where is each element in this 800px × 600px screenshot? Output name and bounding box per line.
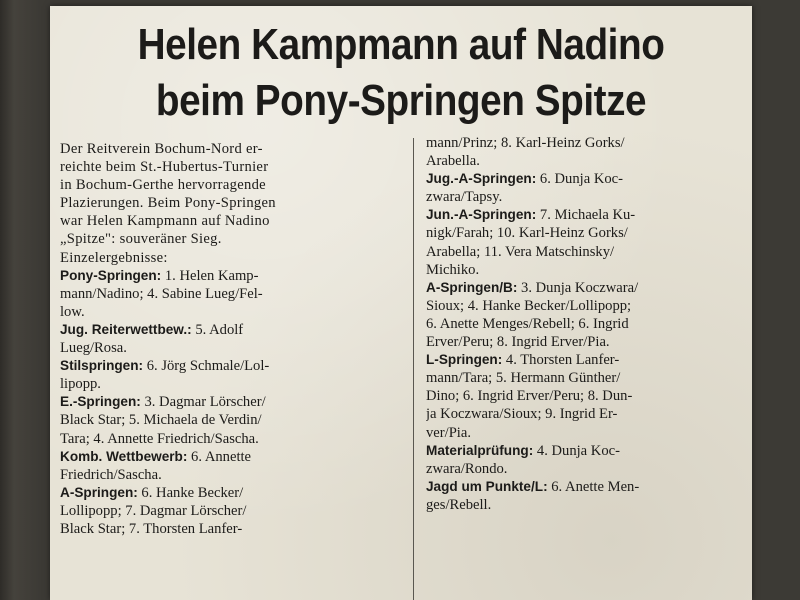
result-line — [426, 134, 748, 152]
result-text: Arabella; 11. Vera Matschinsky/ — [426, 243, 615, 260]
result-entry — [60, 448, 404, 484]
result-text: 3. Dagmar Lörscher/ — [140, 394, 266, 411]
result-heading: E.-Springen: — [60, 394, 141, 410]
result-text: Black Star; 7. Thorsten Lanfer- — [60, 520, 243, 537]
result-line — [426, 442, 748, 460]
result-text: 6. Anette Menges/Rebell; 6. Ingrid — [426, 315, 629, 332]
result-line — [426, 315, 748, 333]
result-heading: Jug. Reiterwettbew.: — [60, 321, 192, 337]
result-line — [426, 261, 748, 279]
result-line — [426, 478, 748, 496]
result-line — [426, 496, 748, 514]
result-text: ja Koczwara/Sioux; 9. Ingrid Er- — [426, 406, 618, 423]
result-heading: Stilspringen: — [60, 358, 144, 374]
result-line — [426, 279, 748, 297]
result-entry — [426, 351, 748, 441]
result-line — [426, 188, 748, 206]
headline-line-1: Helen Kampmann auf Nadino — [137, 20, 665, 69]
result-heading: A-Springen: — [60, 484, 138, 500]
result-text: Sioux; 4. Hanke Becker/Lollipopp; — [426, 297, 632, 314]
result-text: ges/Rebell. — [426, 496, 492, 513]
result-line — [60, 303, 404, 321]
intro-line: Der Reitverein Bochum-Nord er- — [60, 141, 263, 157]
result-line — [60, 285, 404, 303]
result-line — [426, 387, 748, 405]
result-text: 4. Thorsten Lanfer- — [502, 352, 620, 369]
result-entry — [426, 170, 748, 206]
result-line — [426, 460, 748, 478]
intro-paragraph — [60, 140, 404, 267]
result-line — [60, 466, 404, 484]
intro-line: in Bochum-Gerthe hervorragende — [60, 177, 266, 194]
result-text: 4. Dunja Koc- — [533, 442, 620, 459]
intro-line: war Helen Kampmann auf Nadino — [60, 213, 270, 230]
result-text: mann/Prinz; 8. Karl-Heinz Gorks/ — [426, 135, 625, 151]
result-line — [60, 267, 404, 285]
result-line — [426, 243, 748, 261]
result-heading: Jagd um Punkte/L: — [426, 478, 548, 494]
result-text: 6. Jörg Schmale/Lol- — [143, 358, 270, 375]
result-text: Arabella. — [426, 153, 480, 170]
result-entry — [426, 134, 748, 170]
result-heading: Jug.-A-Springen: — [426, 171, 537, 187]
result-text: Tara; 4. Annette Friedrich/Sascha. — [60, 430, 259, 447]
result-line — [426, 206, 748, 224]
result-text: low. — [60, 303, 85, 320]
result-text: 6. Dunja Koc- — [536, 171, 623, 188]
result-line — [60, 520, 404, 538]
result-line — [60, 357, 404, 375]
newspaper-clipping — [50, 6, 752, 600]
result-text: lipopp. — [60, 376, 101, 393]
intro-line: Plazierungen. Beim Pony-Springen — [60, 195, 276, 212]
result-text: mann/Tara; 5. Hermann Günther/ — [426, 370, 621, 387]
result-heading: A-Springen/B: — [426, 279, 518, 295]
result-line — [60, 393, 404, 411]
result-line — [60, 484, 404, 502]
left-column — [60, 140, 404, 538]
result-line — [60, 375, 404, 393]
result-line — [426, 351, 748, 369]
result-text: Black Star; 5. Michaela de Verdin/ — [60, 412, 262, 429]
result-line — [426, 405, 748, 423]
result-entry — [426, 478, 748, 514]
result-entry — [60, 321, 404, 357]
right-column — [426, 134, 748, 514]
result-entry — [426, 206, 748, 278]
result-text: ver/Pia. — [426, 424, 471, 441]
result-line — [426, 333, 748, 351]
result-line — [426, 369, 748, 387]
result-line — [426, 170, 748, 188]
result-line — [426, 297, 748, 315]
result-text: 7. Michaela Ku- — [536, 207, 636, 224]
result-entry — [60, 357, 404, 393]
result-text: 5. Adolf — [191, 321, 244, 338]
result-text: Michiko. — [426, 261, 480, 278]
result-line — [426, 152, 748, 170]
headline-line-2: beim Pony-Springen Spitze — [155, 76, 647, 125]
result-entry — [426, 442, 748, 478]
result-heading: Komb. Wettbewerb: — [60, 448, 188, 464]
result-entry — [60, 484, 404, 538]
result-text: Lollipopp; 7. Dagmar Lörscher/ — [60, 502, 247, 519]
intro-line: „Spitze": souveräner Sieg. — [60, 231, 222, 248]
result-text: 6. Annette — [187, 448, 252, 465]
column-divider — [413, 138, 414, 600]
result-heading: L-Springen: — [426, 352, 503, 368]
result-text: mann/Nadino; 4. Sabine Lueg/Fel- — [60, 285, 263, 302]
result-line — [60, 321, 404, 339]
result-line — [426, 224, 748, 242]
result-line — [60, 430, 404, 448]
result-entry — [60, 267, 404, 321]
result-text: Lueg/Rosa. — [60, 340, 127, 357]
result-text: Friedrich/Sascha. — [60, 466, 162, 483]
result-line — [60, 502, 404, 520]
result-text: nigk/Farah; 10. Karl-Heinz Gorks/ — [426, 225, 628, 242]
result-entry — [60, 393, 404, 447]
result-text: Dino; 6. Ingrid Erver/Peru; 8. Dun- — [426, 388, 633, 405]
result-text: 6. Hanke Becker/ — [137, 484, 244, 501]
intro-line: reichte beim St.-Hubertus-Turnier — [60, 159, 269, 176]
result-text: zwara/Rondo. — [426, 460, 508, 477]
result-text: 1. Helen Kamp- — [161, 267, 259, 284]
result-line — [60, 339, 404, 357]
result-heading: Jun.-A-Springen: — [426, 207, 537, 223]
result-heading: Pony-Springen: — [60, 267, 162, 283]
result-text: Erver/Peru; 8. Ingrid Erver/Pia. — [426, 334, 610, 351]
intro-line: Einzelergebnisse: — [60, 249, 168, 266]
result-text: 3. Dunja Koczwara/ — [517, 279, 639, 296]
result-line — [60, 448, 404, 466]
result-line — [426, 424, 748, 442]
result-heading: Materialprüfung: — [426, 442, 534, 458]
result-text: 6. Anette Men- — [547, 478, 640, 495]
result-text: zwara/Tapsy. — [426, 189, 503, 206]
result-line — [60, 411, 404, 429]
result-entry — [426, 279, 748, 351]
